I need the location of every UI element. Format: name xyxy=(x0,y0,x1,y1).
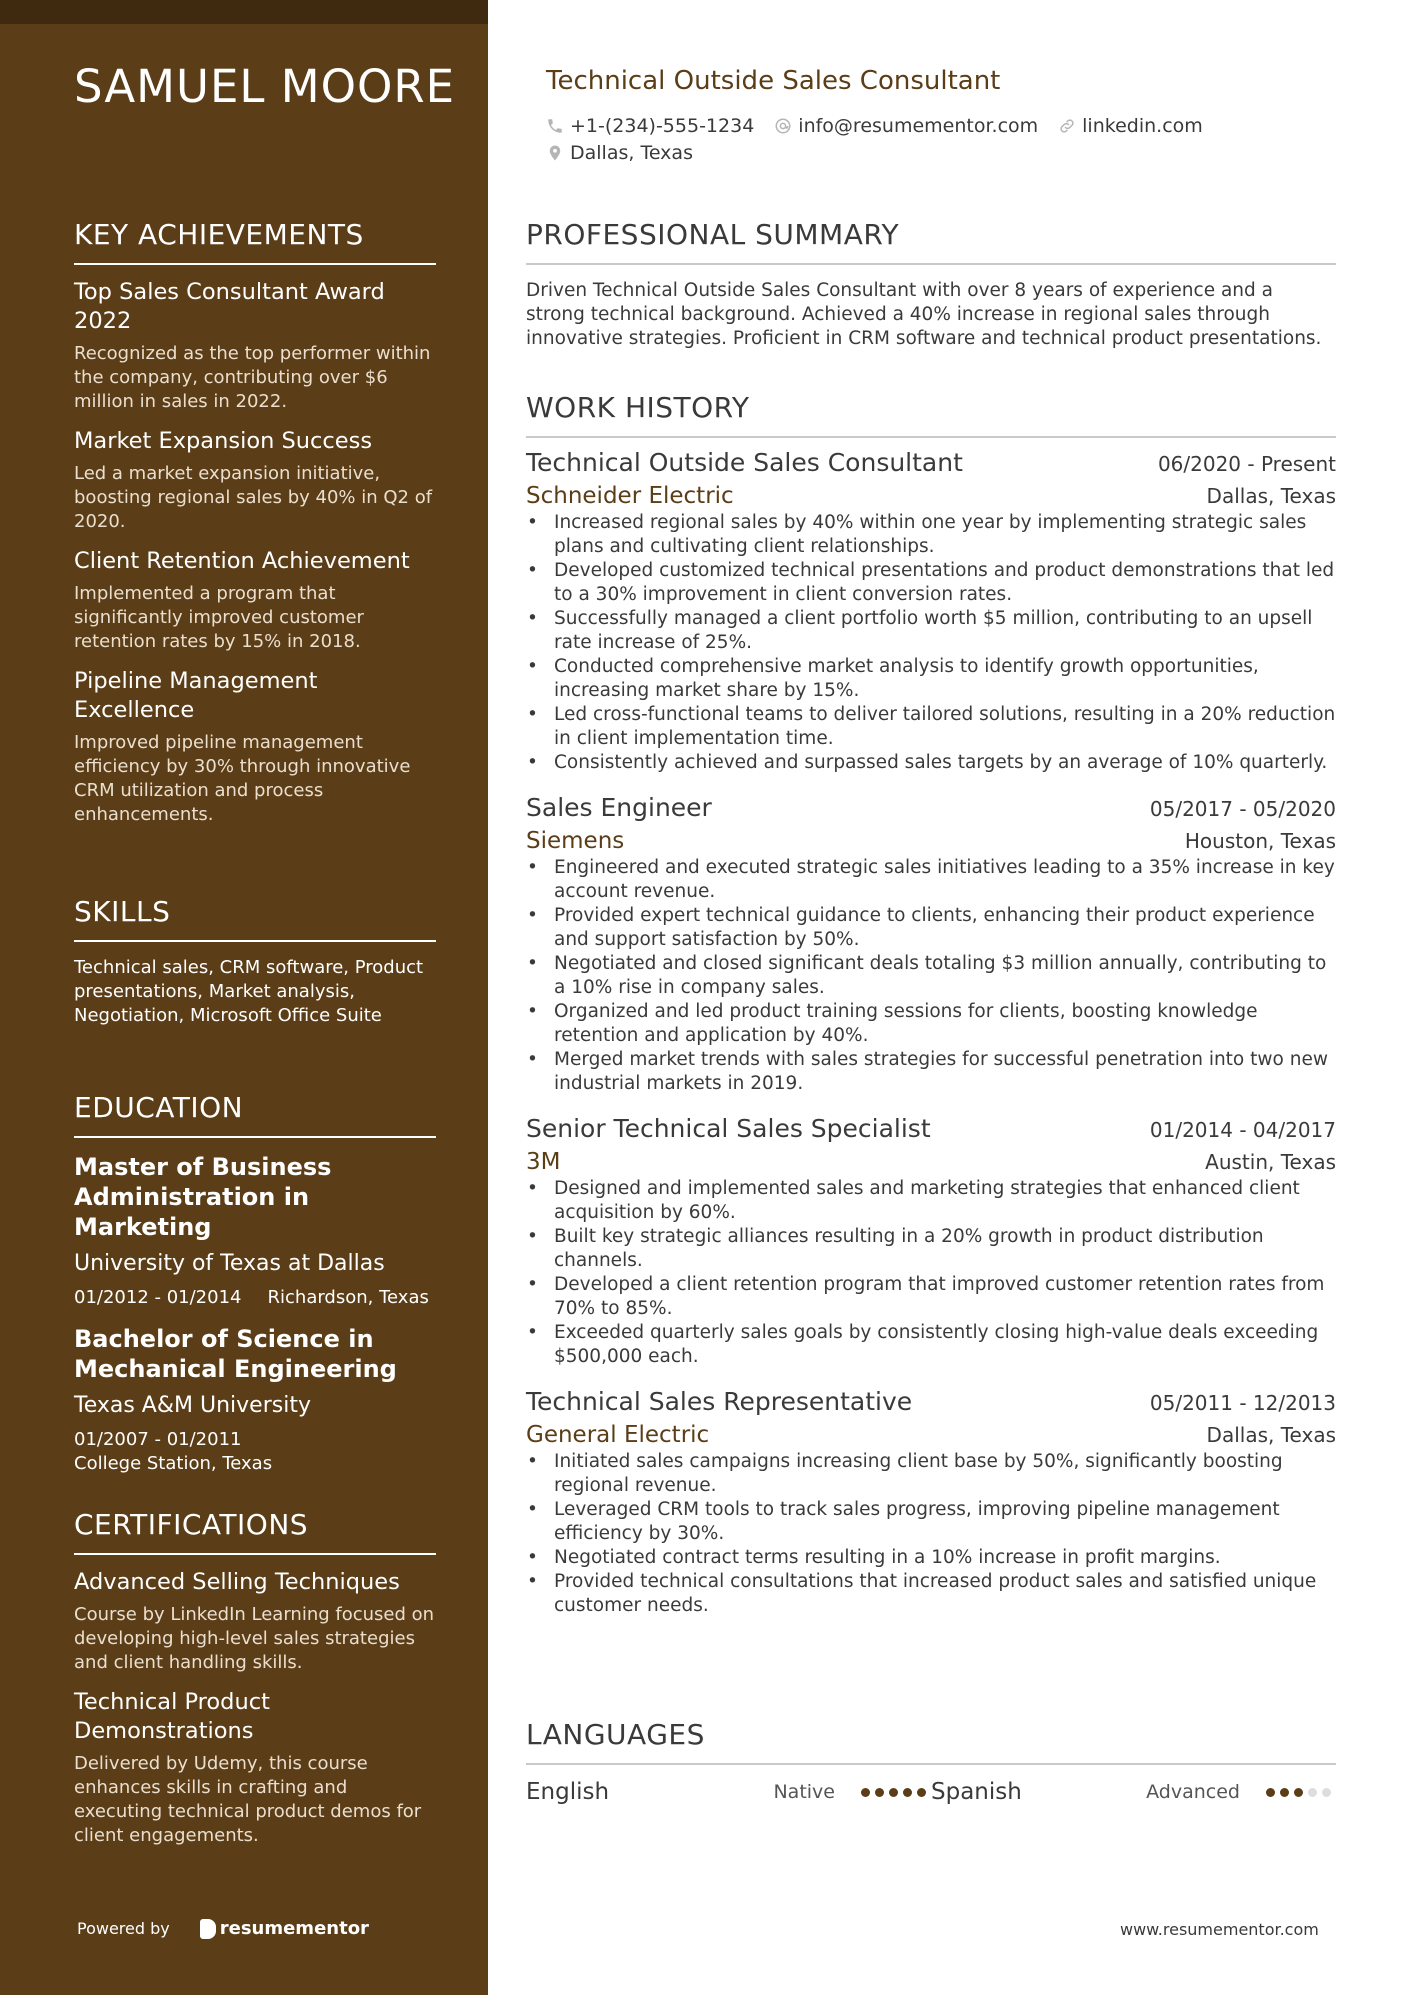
certification-title: Technical Product Demonstrations xyxy=(74,1689,270,1744)
brand-logo[interactable] xyxy=(200,1918,369,1939)
language-item xyxy=(931,1779,1336,1805)
achievement-title: Client Retention Achievement xyxy=(74,548,410,574)
job-location: Dallas, Texas xyxy=(1206,484,1336,508)
languages-heading: LANGUAGES xyxy=(526,1718,1336,1765)
certification-item xyxy=(74,1688,436,1848)
achievement-desc: Recognized as the top performer within the company, contributing over $6 million in sales in 2022. xyxy=(74,343,431,412)
language-rating xyxy=(1266,1788,1336,1797)
job-bullet: • Merged market trends with sales strategies for successful penetration into two new industrial markets in 2019. xyxy=(554,1048,1336,1096)
contact-location xyxy=(546,142,693,164)
skills-heading: SKILLS xyxy=(74,895,436,942)
education-heading: EDUCATION xyxy=(74,1091,436,1138)
footer-url[interactable]: www.resumementor.com xyxy=(1120,1920,1319,1939)
powered-by-label: Powered by xyxy=(77,1919,170,1938)
rating-dot-filled xyxy=(903,1788,912,1797)
job-role: Technical Sales Representative xyxy=(526,1387,913,1416)
job-bullet: • Designed and implemented sales and marketing strategies that enhanced client acquisition by 60%. xyxy=(554,1177,1336,1225)
achievement-desc: Improved pipeline management efficiency by 30% through innovative CRM utilization and process enhancements. xyxy=(74,732,411,825)
language-rating xyxy=(861,1788,931,1797)
professional-summary-section xyxy=(526,218,1336,351)
certifications-section xyxy=(74,1508,436,1848)
job-bullet: • Provided expert technical guidance to clients, enhancing their product experience and support satisfaction by 50%. xyxy=(554,904,1336,952)
job-bullet: • Developed customized technical presentations and product demonstrations that led to a 30% improvement in client conversion rates. xyxy=(554,559,1336,607)
work-history-section xyxy=(526,391,1336,1618)
email-text: info@resumementor.com xyxy=(798,114,1039,137)
language-name: Spanish xyxy=(931,1779,1022,1805)
achievement-item xyxy=(74,667,436,827)
job-bullet: • Built key strategic alliances resulting in a 20% growth in product distribution channels. xyxy=(554,1225,1336,1273)
achievement-desc: Implemented a program that significantly improved customer retention rates by 15% in 2018. xyxy=(74,583,364,652)
key-achievements-section xyxy=(74,218,436,827)
job-bullet: • Organized and led product training sessions for clients, boosting knowledge retention and application by 40%. xyxy=(554,1000,1336,1048)
job-dates: 06/2020 - Present xyxy=(1157,452,1336,476)
education-degree: Master of Business Administration in Marketing xyxy=(74,1153,332,1241)
job-bullet: • Increased regional sales by 40% within one year by implementing strategic sales plans and cultivating client relationships. xyxy=(554,511,1336,559)
job-company: Siemens xyxy=(526,828,625,854)
rating-dot-empty xyxy=(1308,1788,1317,1797)
achievement-item xyxy=(74,547,436,654)
brand-logo-icon xyxy=(200,1919,216,1939)
job-role: Sales Engineer xyxy=(526,793,712,822)
phone-icon xyxy=(546,117,564,135)
job-location: Austin, Texas xyxy=(1205,1150,1336,1174)
job-company: General Electric xyxy=(526,1422,710,1448)
rating-dot-filled xyxy=(889,1788,898,1797)
job-bullet: • Led cross-functional teams to deliver tailored solutions, resulting in a 20% reduction in client implementation time. xyxy=(554,703,1336,751)
rating-dot-filled xyxy=(1266,1788,1275,1797)
location-pin-icon xyxy=(546,144,564,162)
header-job-title: Technical Outside Sales Consultant xyxy=(546,66,1001,96)
job-bullet: • Exceeded quarterly sales goals by consistently closing high-value deals exceeding $500,000 each. xyxy=(554,1321,1336,1369)
achievement-title: Pipeline Management Excellence xyxy=(74,668,318,723)
achievement-title: Top Sales Consultant Award 2022 xyxy=(74,279,385,334)
job-entry xyxy=(526,1114,1336,1369)
job-bullet: • Conducted comprehensive market analysis to identify growth opportunities, increasing market share by 15%. xyxy=(554,655,1336,703)
job-bullet: • Leveraged CRM tools to track sales progress, improving pipeline management efficiency by 30%. xyxy=(554,1498,1336,1546)
brand-name: resumementor xyxy=(219,1918,369,1939)
job-entry xyxy=(526,1387,1336,1618)
language-level: Advanced xyxy=(1146,1781,1240,1803)
education-item xyxy=(74,1324,436,1476)
job-bullet: • Engineered and executed strategic sales initiatives leading to a 35% increase in key account revenue. xyxy=(554,856,1336,904)
job-bullets xyxy=(526,1450,1336,1618)
job-role: Technical Outside Sales Consultant xyxy=(526,448,963,477)
certification-desc: Delivered by Udemy, this course enhances skills in crafting and executing technical product demos for client engagements. xyxy=(74,1753,422,1846)
job-bullets xyxy=(526,1177,1336,1369)
language-level: Native xyxy=(773,1781,835,1803)
job-bullets xyxy=(526,511,1336,775)
education-location: Richardson, Texas xyxy=(267,1287,429,1308)
professional-summary-text: Driven Technical Outside Sales Consultant with over 8 years of experience and a strong technical background. Achieved a 40% increase in regional sales through innovative strategies. Proficient in CRM software and technical product presentations. xyxy=(526,280,1322,349)
email-at-icon xyxy=(774,117,792,135)
contact-email[interactable] xyxy=(774,115,1038,137)
certifications-heading: CERTIFICATIONS xyxy=(74,1508,436,1555)
achievement-desc: Led a market expansion initiative, boosting regional sales by 40% in Q2 of 2020. xyxy=(74,463,433,532)
education-location: College Station, Texas xyxy=(74,1453,273,1474)
job-dates: 05/2011 - 12/2013 xyxy=(1149,1391,1336,1415)
rating-dot-filled xyxy=(1294,1788,1303,1797)
achievement-title: Market Expansion Success xyxy=(74,428,373,454)
education-section xyxy=(74,1091,436,1476)
sidebar-top-bar xyxy=(0,0,488,24)
job-location: Houston, Texas xyxy=(1184,829,1336,853)
education-dates: 01/2012 - 01/2014 xyxy=(74,1287,242,1308)
contact-info xyxy=(546,112,1336,166)
job-bullet: • Developed a client retention program that improved customer retention rates from 70% to 85%. xyxy=(554,1273,1336,1321)
job-bullet: • Initiated sales campaigns increasing client base by 50%, significantly boosting regional revenue. xyxy=(554,1450,1336,1498)
education-meta xyxy=(74,1286,436,1310)
job-dates: 01/2014 - 04/2017 xyxy=(1149,1118,1336,1142)
job-location: Dallas, Texas xyxy=(1206,1423,1336,1447)
job-bullet: • Negotiated and closed significant deals totaling $3 million annually, contributing to a 10% rise in company sales. xyxy=(554,952,1336,1000)
job-bullet: • Consistently achieved and surpassed sales targets by an average of 10% quarterly. xyxy=(554,751,1336,775)
education-item xyxy=(74,1152,436,1310)
contact-linkedin[interactable] xyxy=(1058,115,1203,137)
linkedin-text: linkedin.com xyxy=(1082,114,1203,137)
job-dates: 05/2017 - 05/2020 xyxy=(1149,797,1336,821)
education-school: University of Texas at Dallas xyxy=(74,1251,385,1276)
powered-by xyxy=(77,1918,369,1939)
achievement-item xyxy=(74,278,436,414)
job-company: 3M xyxy=(526,1149,561,1175)
certification-title: Advanced Selling Techniques xyxy=(74,1569,400,1595)
rating-dot-filled xyxy=(861,1788,870,1797)
languages-section xyxy=(526,1718,1336,1805)
sidebar xyxy=(0,0,488,1995)
achievement-item xyxy=(74,427,436,534)
job-company: Schneider Electric xyxy=(526,483,734,509)
job-bullet: • Successfully managed a client portfolio worth $5 million, contributing to an upsell rate increase of 25%. xyxy=(554,607,1336,655)
job-role: Senior Technical Sales Specialist xyxy=(526,1114,931,1143)
rating-dot-filled xyxy=(1280,1788,1289,1797)
job-bullet: • Provided technical consultations that increased product sales and satisfied unique customer needs. xyxy=(554,1570,1336,1618)
rating-dot-filled xyxy=(917,1788,926,1797)
skills-section xyxy=(74,895,436,1028)
rating-dot-filled xyxy=(875,1788,884,1797)
education-school: Texas A&M University xyxy=(74,1393,311,1418)
phone-text: +1-(234)-555-1234 xyxy=(570,114,755,137)
job-entry xyxy=(526,448,1336,775)
language-name: English xyxy=(526,1779,610,1805)
job-bullets xyxy=(526,856,1336,1096)
rating-dot-empty xyxy=(1322,1788,1331,1797)
certification-item xyxy=(74,1568,436,1675)
job-entry xyxy=(526,793,1336,1096)
education-meta xyxy=(74,1428,436,1476)
professional-summary-heading: PROFESSIONAL SUMMARY xyxy=(526,218,1336,265)
education-dates: 01/2007 - 01/2011 xyxy=(74,1429,242,1450)
job-bullet: • Negotiated contract terms resulting in a 10% increase in profit margins. xyxy=(554,1546,1336,1570)
contact-phone[interactable] xyxy=(546,115,754,137)
certification-desc: Course by LinkedIn Learning focused on developing high-level sales strategies and client handling skills. xyxy=(74,1604,435,1673)
language-item xyxy=(526,1779,931,1805)
education-degree: Bachelor of Science in Mechanical Engineering xyxy=(74,1325,397,1383)
link-icon xyxy=(1058,117,1076,135)
skills-list: Technical sales, CRM software, Product presentations, Market analysis, Negotiation, Microsoft Office Suite xyxy=(74,957,424,1026)
location-text: Dallas, Texas xyxy=(570,141,693,164)
key-achievements-heading: KEY ACHIEVEMENTS xyxy=(74,218,436,265)
candidate-name: SAMUEL MOORE xyxy=(74,60,456,113)
work-history-heading: WORK HISTORY xyxy=(526,391,1336,438)
